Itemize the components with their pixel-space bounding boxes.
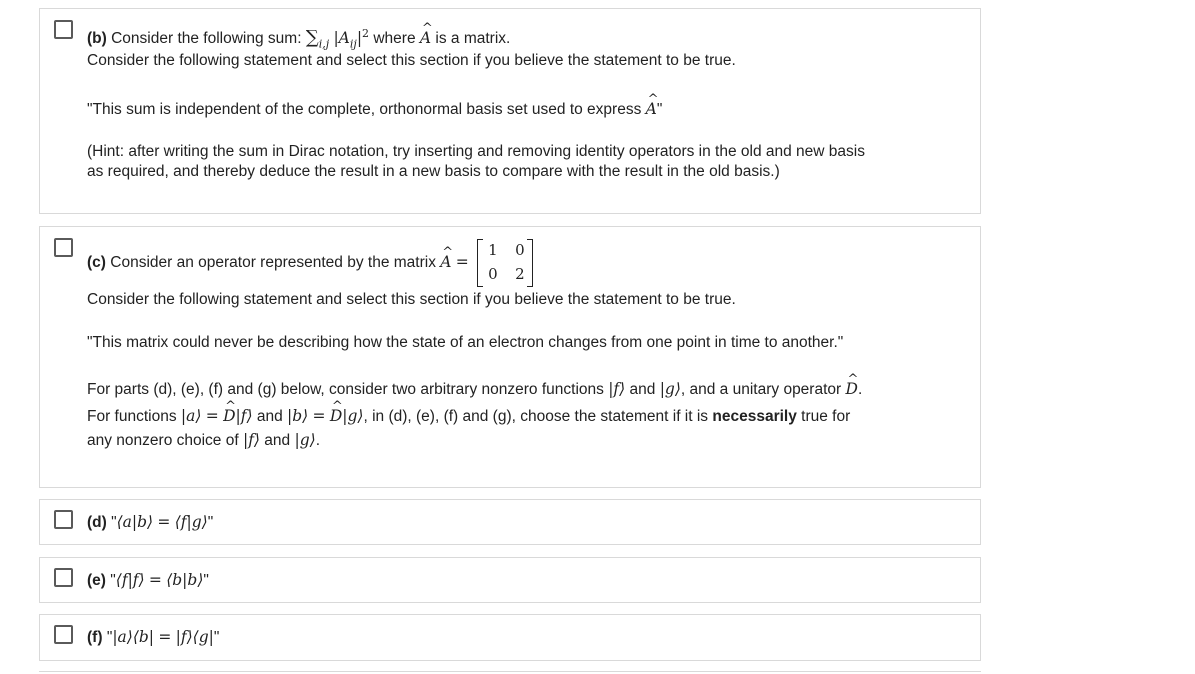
option-c-question: (c) Consider an operator represented by the matrix ^ A = 1 0 0 2 bbox=[87, 237, 533, 288]
matrix-left-bracket bbox=[477, 239, 483, 287]
instructions-line-2: For functions |a⟩ = ^ D|f⟩ and |b⟩ = ^ D|g⟩, in (d), (e), (f) and (g), choose the statement if it is necessarily true for bbox=[87, 406, 850, 427]
option-b-quote: "This sum is independent of the complete, orthonormal basis set used to express ^ A" bbox=[87, 99, 662, 120]
option-f-checkbox[interactable] bbox=[54, 625, 73, 644]
option-b-statement-intro: Consider the following statement and select this section if you believe the statement to be true. bbox=[87, 52, 736, 69]
option-f[interactable] bbox=[39, 614, 981, 661]
option-c-quote: "This matrix could never be describing how the state of an electron changes from one point in time to another." bbox=[87, 334, 844, 351]
matrix-cell-11: 1 bbox=[488, 240, 498, 259]
option-e-statement: (e) "⟨f|f⟩ = ⟨b|b⟩" bbox=[87, 571, 209, 589]
instructions-line-1: For parts (d), (e), (f) and (g) below, consider two arbitrary nonzero functions |f⟩ and |g⟩, and a unitary operator ^ D. bbox=[87, 379, 862, 400]
option-c-checkbox[interactable] bbox=[54, 238, 73, 257]
matrix-a bbox=[477, 239, 533, 287]
matrix-cell-12: 0 bbox=[515, 240, 525, 259]
option-d-statement: (d) "⟨a|b⟩ = ⟨f|g⟩" bbox=[87, 513, 214, 531]
option-b-checkbox[interactable] bbox=[54, 20, 73, 39]
option-d[interactable] bbox=[39, 499, 981, 545]
option-e[interactable] bbox=[39, 557, 981, 603]
option-e-checkbox[interactable] bbox=[54, 568, 73, 587]
instructions-line-3: any nonzero choice of |f⟩ and |g⟩. bbox=[87, 431, 320, 449]
option-b-hint-line-1: (Hint: after writing the sum in Dirac notation, try inserting and removing identity operators in the old and new basis bbox=[87, 143, 865, 160]
option-b-question: (b) Consider the following sum: $\sum_{i,j}$ $|A_{ij}|^2$ where ^ A is a matrix. bbox=[87, 24, 510, 54]
option-c-statement-intro: Consider the following statement and select this section if you believe the statement to be true. bbox=[87, 291, 736, 308]
matrix-right-bracket bbox=[527, 239, 533, 287]
option-b[interactable] bbox=[39, 8, 981, 214]
option-f-statement: (f) "|a⟩⟨b| = |f⟩⟨g|" bbox=[87, 628, 220, 646]
option-b-hint-line-2: as required, and thereby deduce the result in a new basis to compare with the result in the old basis.) bbox=[87, 163, 780, 180]
matrix-cell-21: 0 bbox=[488, 264, 498, 283]
matrix-cell-22: 2 bbox=[515, 264, 525, 283]
option-d-checkbox[interactable] bbox=[54, 510, 73, 529]
option-c[interactable] bbox=[39, 226, 981, 488]
